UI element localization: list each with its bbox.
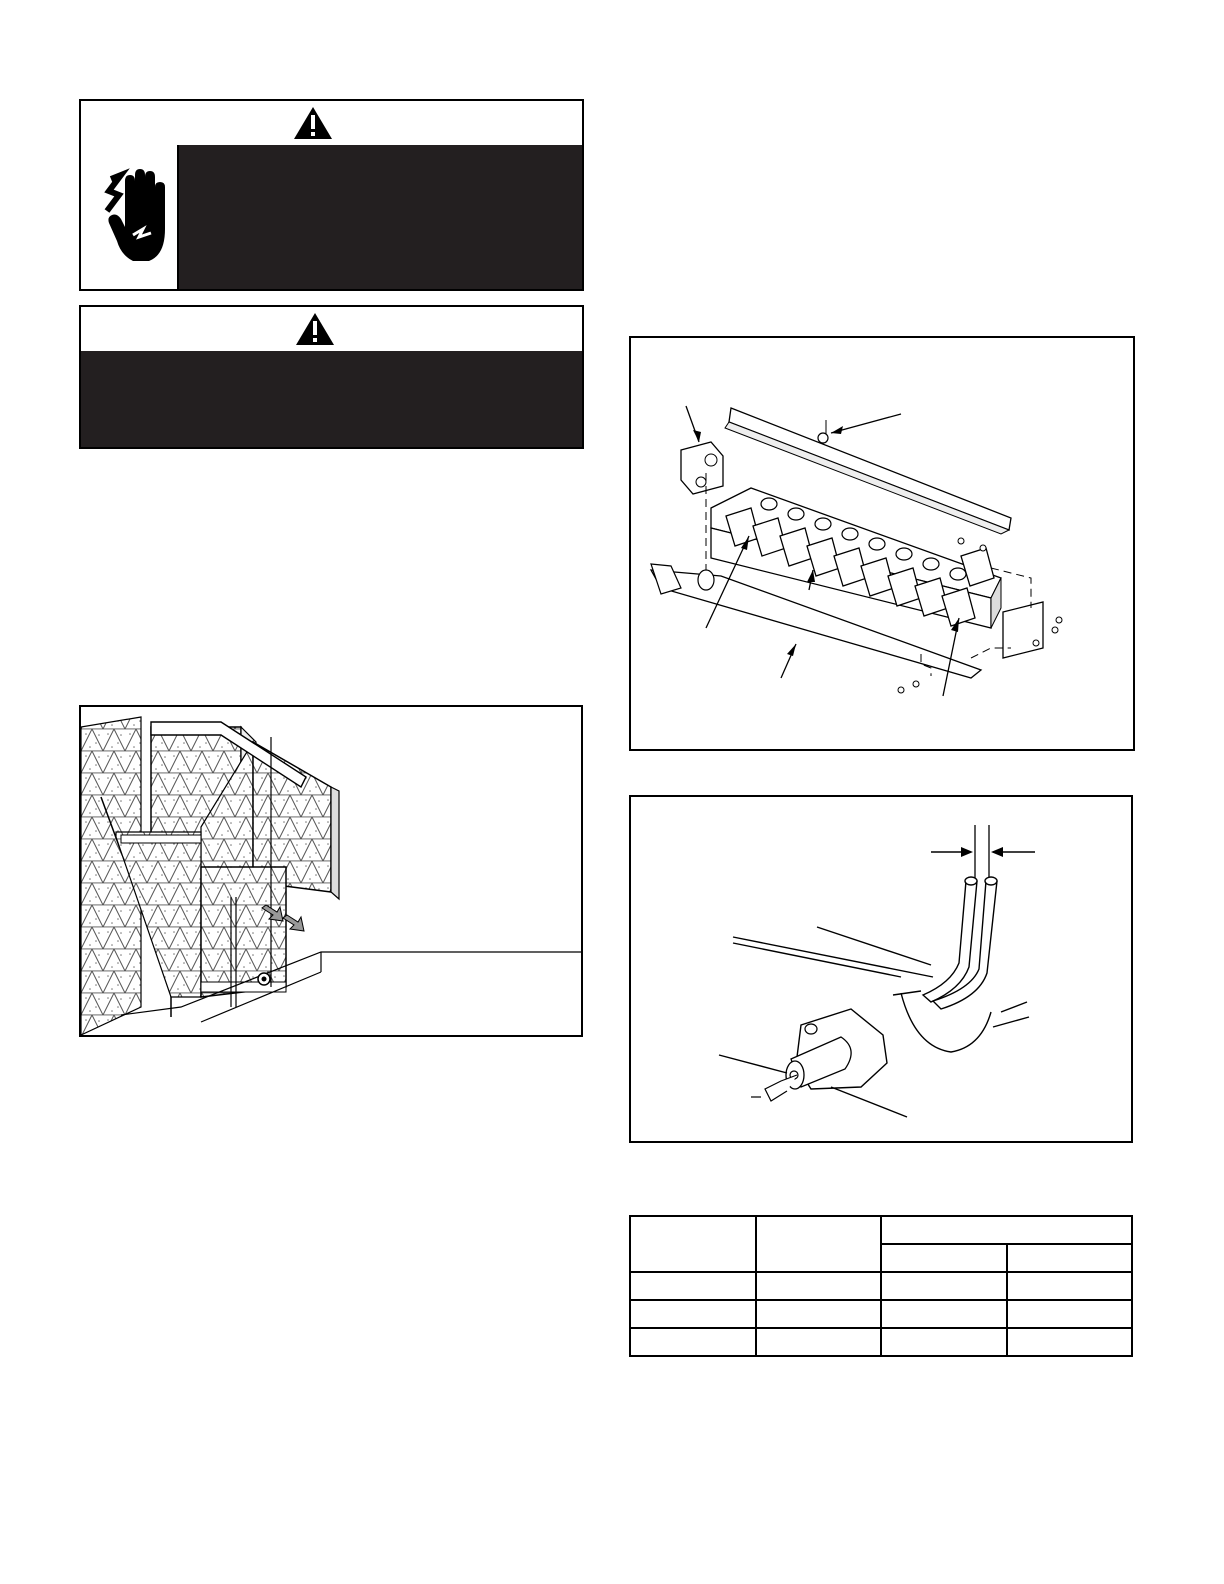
burner-illustration [631, 338, 1133, 749]
filter-figure [79, 705, 583, 1037]
igniter-figure [629, 795, 1133, 1143]
warning-header [81, 101, 582, 147]
table-header-cell [756, 1216, 882, 1272]
table-cell [881, 1300, 1007, 1328]
table-cell [1007, 1328, 1133, 1356]
table-cell [630, 1328, 756, 1356]
table-cell [1007, 1272, 1133, 1300]
specs-table-container [629, 1215, 1135, 1355]
table-row [630, 1272, 1132, 1300]
burner-assembly-figure [629, 336, 1135, 751]
igniter-probe [923, 877, 997, 1009]
warning-icon-cell [81, 145, 179, 289]
warning-box-general [79, 305, 584, 449]
electrical-shock-hand-icon [81, 145, 177, 289]
igniter-illustration [631, 797, 1131, 1141]
filter-illustration [81, 707, 581, 1035]
table-cell [881, 1328, 1007, 1356]
warning-body [81, 351, 582, 447]
gap-arrows [931, 847, 1035, 857]
warning-header [81, 307, 582, 353]
exclamation-triangle-icon [293, 106, 333, 140]
table-cell [756, 1300, 882, 1328]
table-cell [630, 1272, 756, 1300]
table-cell [756, 1328, 882, 1356]
table-row [630, 1300, 1132, 1328]
table-cell [881, 1272, 1007, 1300]
table-row [630, 1328, 1132, 1356]
table-cell [756, 1272, 882, 1300]
table-header-cell [630, 1216, 756, 1272]
table-header-cell [881, 1216, 1132, 1244]
table-cell [630, 1300, 756, 1328]
warning-box-electrical [79, 99, 584, 291]
table-row [630, 1216, 1132, 1244]
table-cell [1007, 1300, 1133, 1328]
table-header-cell [1007, 1244, 1133, 1272]
exclamation-triangle-icon [295, 312, 335, 346]
specs-table [629, 1215, 1133, 1357]
table-header-cell [881, 1244, 1007, 1272]
gas-valve [681, 442, 723, 494]
warning-body [81, 145, 582, 289]
